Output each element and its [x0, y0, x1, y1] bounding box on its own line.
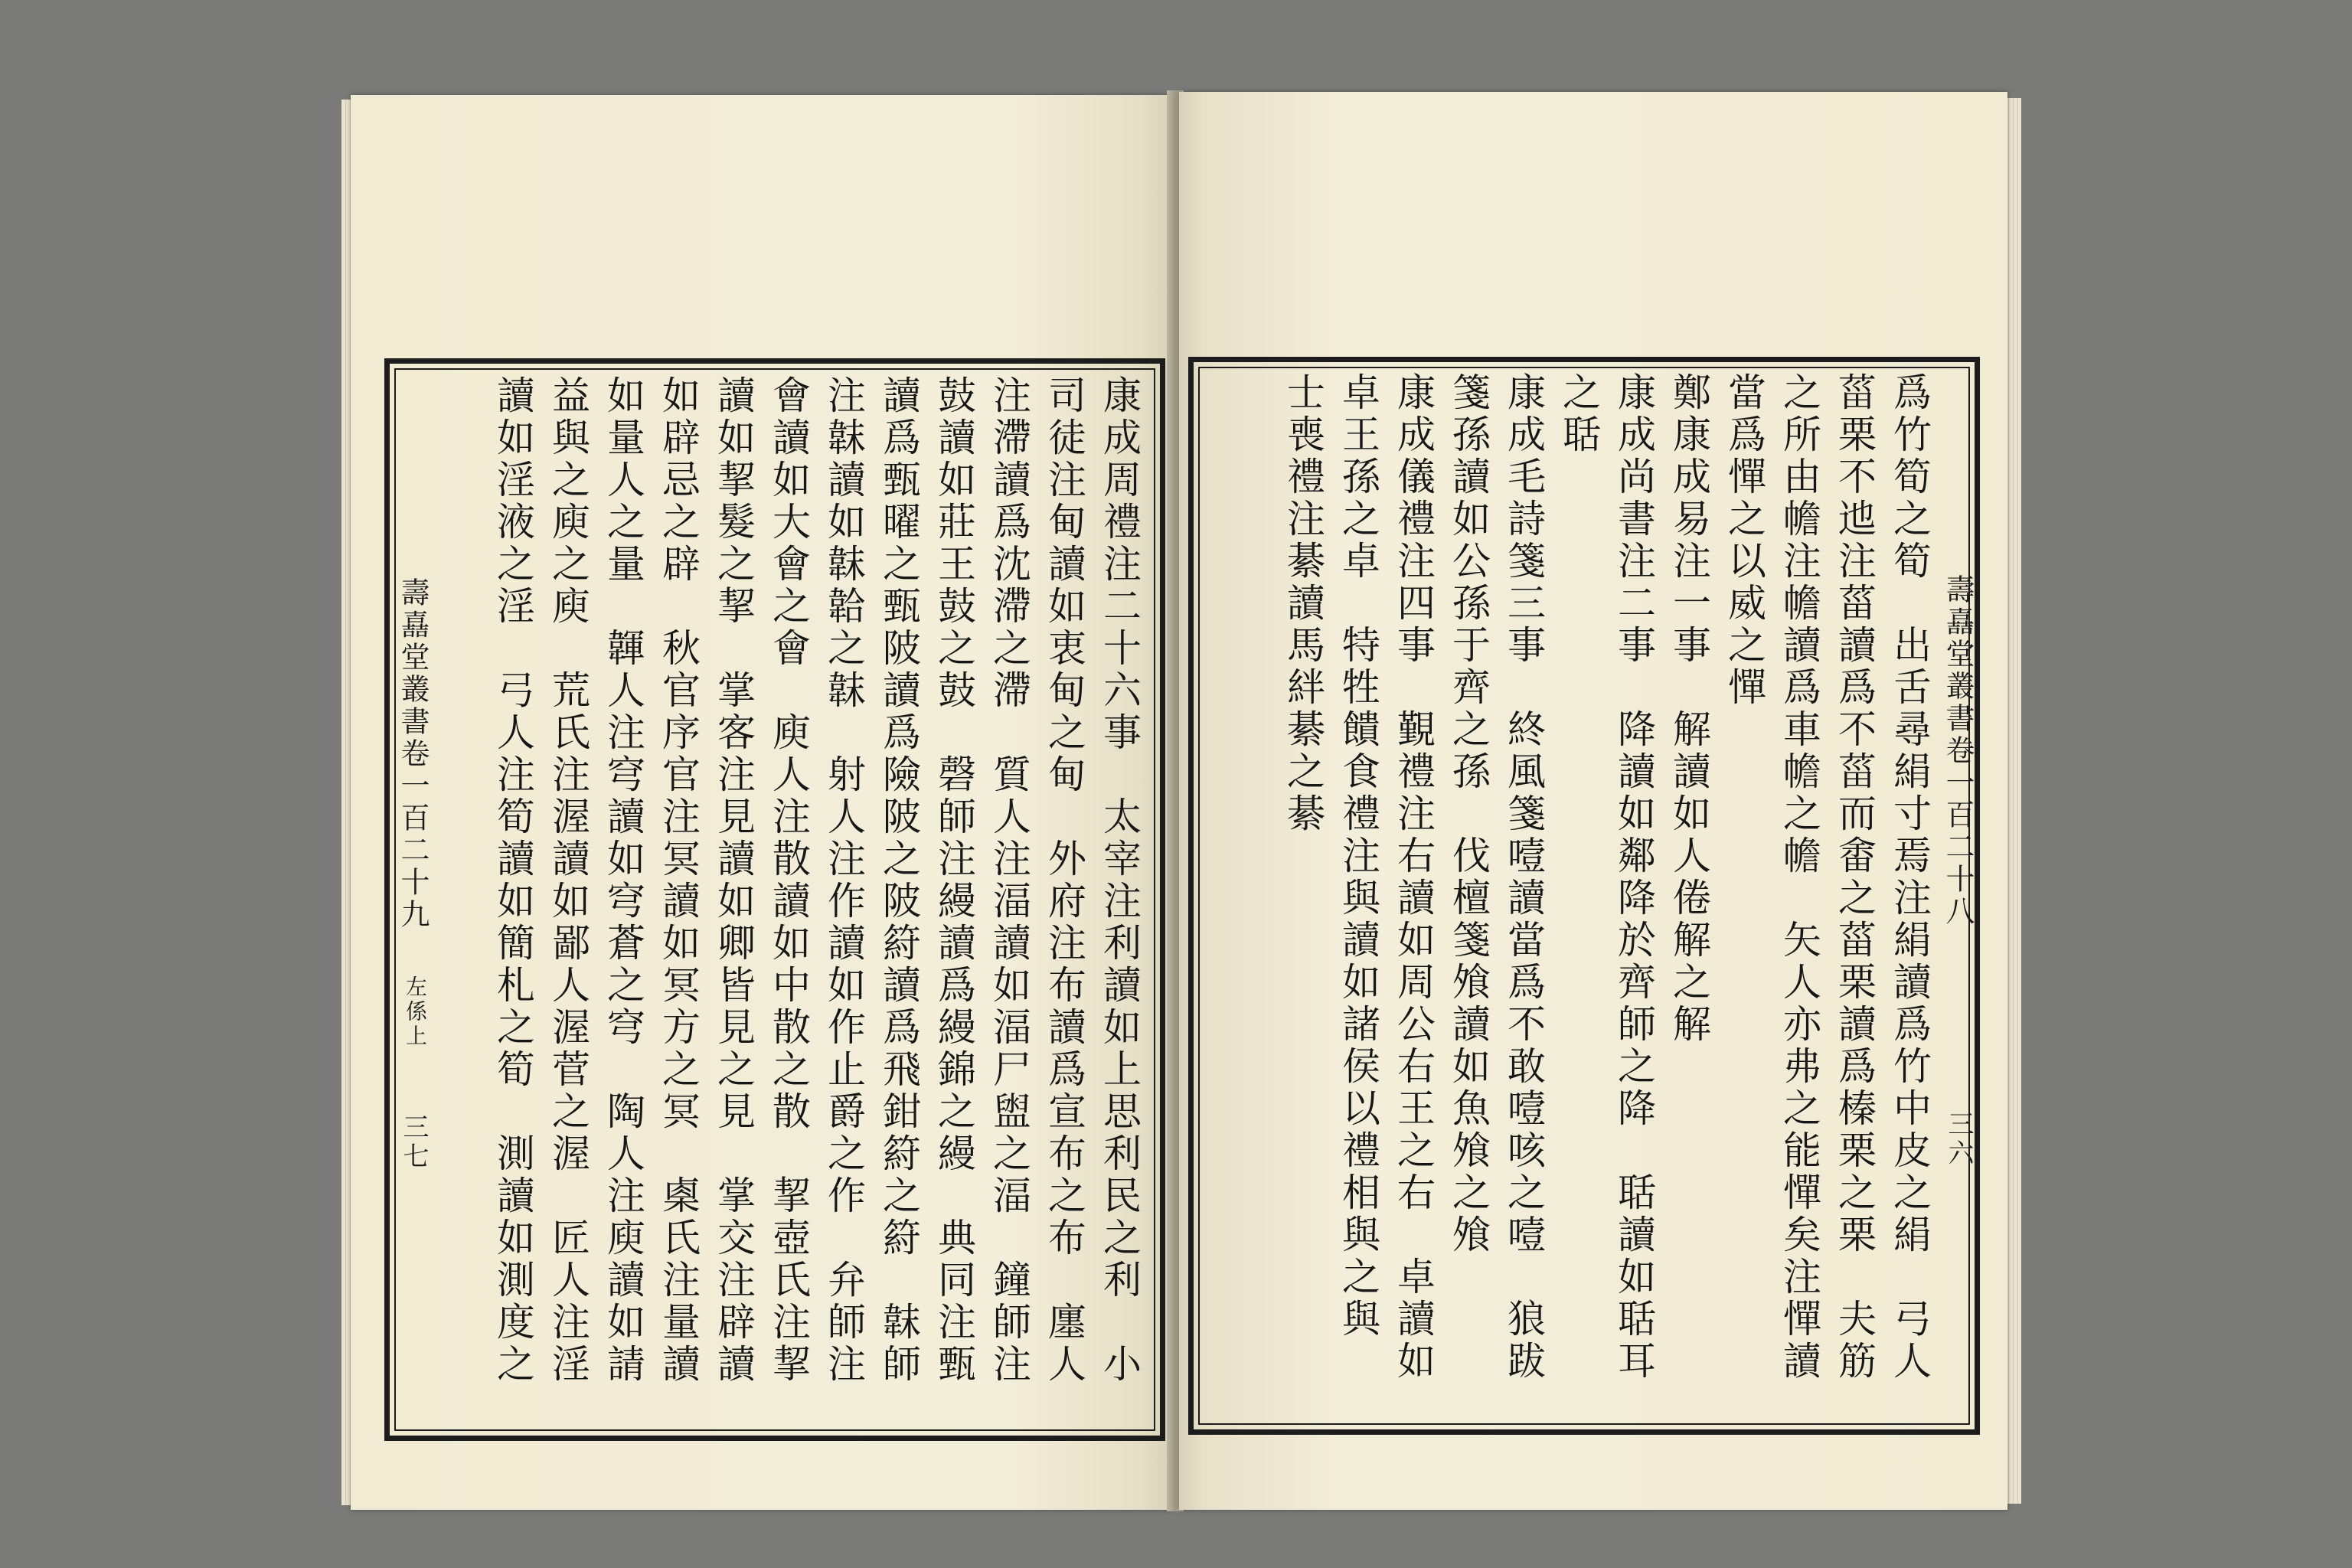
text-column: 益與之庾之庾 荒氏注渥讀如鄙人渥菅之渥 匠人注淫 — [546, 375, 590, 1386]
text-column: 會讀如大會之會 庾人注散讀如中散之散 挈壺氏注挈 — [766, 375, 811, 1386]
left-margin-title: 壽嚞堂叢書卷一百二十九 — [396, 577, 430, 931]
text-column: 康成周禮注二十六事 太宰注利讀如上思利民之利 小 — [1097, 375, 1142, 1386]
text-column: 康成尚書注二事 降讀如鄰降於齊師之降 聒讀如聒耳 — [1612, 372, 1656, 1383]
text-column: 如量人之量 韗人注穹讀如穹蒼之穹 陶人注庾讀如請 — [601, 375, 645, 1386]
text-column: 康成儀禮注四事 覲禮注右讀如周公右王之右 卓讀如 — [1391, 372, 1436, 1383]
text-column: 注韎讀如韎韐之韎 射人注作讀如作止爵之作 弁師注 — [822, 375, 866, 1386]
text-column: 之所由幨注幨讀爲車幨之幨 矢人亦弗之能憚矣注憚讀 — [1777, 372, 1821, 1383]
text-column: 爲竹筍之筍 出舌尋絹寸焉注絹讀爲竹中皮之絹 弓人 — [1887, 372, 1932, 1383]
text-column: 康成毛詩箋三事 終風箋噎讀當爲不敢噎咳之噎 狼跋 — [1501, 372, 1546, 1383]
text-column: 讀爲甄曜之甄陂讀爲險陂之陂䈙讀爲飛鉗䈙之䈙 韎師 — [877, 375, 921, 1386]
text-column: 鄭康成易注一事 解讀如人倦解之解 — [1667, 372, 1711, 1046]
text-column: 注滯讀爲沈滯之滯 質人注湢讀如湢尸盥之湢 鐘師注 — [987, 375, 1031, 1386]
text-column: 鼓讀如莊王鼓之鼓 磬師注縵讀爲縵錦之縵 典同注甄 — [932, 375, 976, 1386]
text-column: 士喪禮注綦讀馬絆綦之綦 — [1281, 372, 1325, 835]
text-column: 之聒 — [1557, 372, 1601, 456]
left-fold-rule-top — [384, 358, 427, 364]
right-margin-folio: 三六 — [1943, 1110, 1974, 1168]
text-column: 箋孫讀如公孫于齊之孫 伐檀箋飧讀如魚飧之飧 — [1446, 372, 1491, 1256]
text-column: 讀如挈髮之挈 掌客注見讀如卿皆見之見 掌交注辟讀 — [711, 375, 756, 1386]
left-page — [351, 95, 1171, 1510]
text-column: 卓王孫之卓 特牲饋食禮注與讀如諸侯以禮相與之與 — [1336, 372, 1380, 1341]
right-margin-title: 壽嚞堂叢書卷一百二十八 — [1941, 574, 1975, 928]
text-column: 當爲憚之以威之憚 — [1722, 372, 1766, 709]
left-margin-sub: 左係上 — [403, 975, 428, 1049]
text-column: 讀如淫液之淫 弓人注筍讀如簡札之筍 測讀如測度之 — [491, 375, 535, 1386]
text-column: 司徒注甸讀如衷甸之甸 外府注布讀爲宣布之布 廛人 — [1042, 375, 1086, 1386]
text-column: 如辟忌之辟 秋官序官注冥讀如冥方之冥 㮚氏注量讀 — [656, 375, 701, 1386]
left-margin-folio: 三七 — [398, 1113, 429, 1171]
right-page — [1179, 92, 2007, 1510]
text-column: 菑栗不迆注菑讀爲不菑而畬之菑栗讀爲榛栗之栗 夫筋 — [1832, 372, 1877, 1383]
